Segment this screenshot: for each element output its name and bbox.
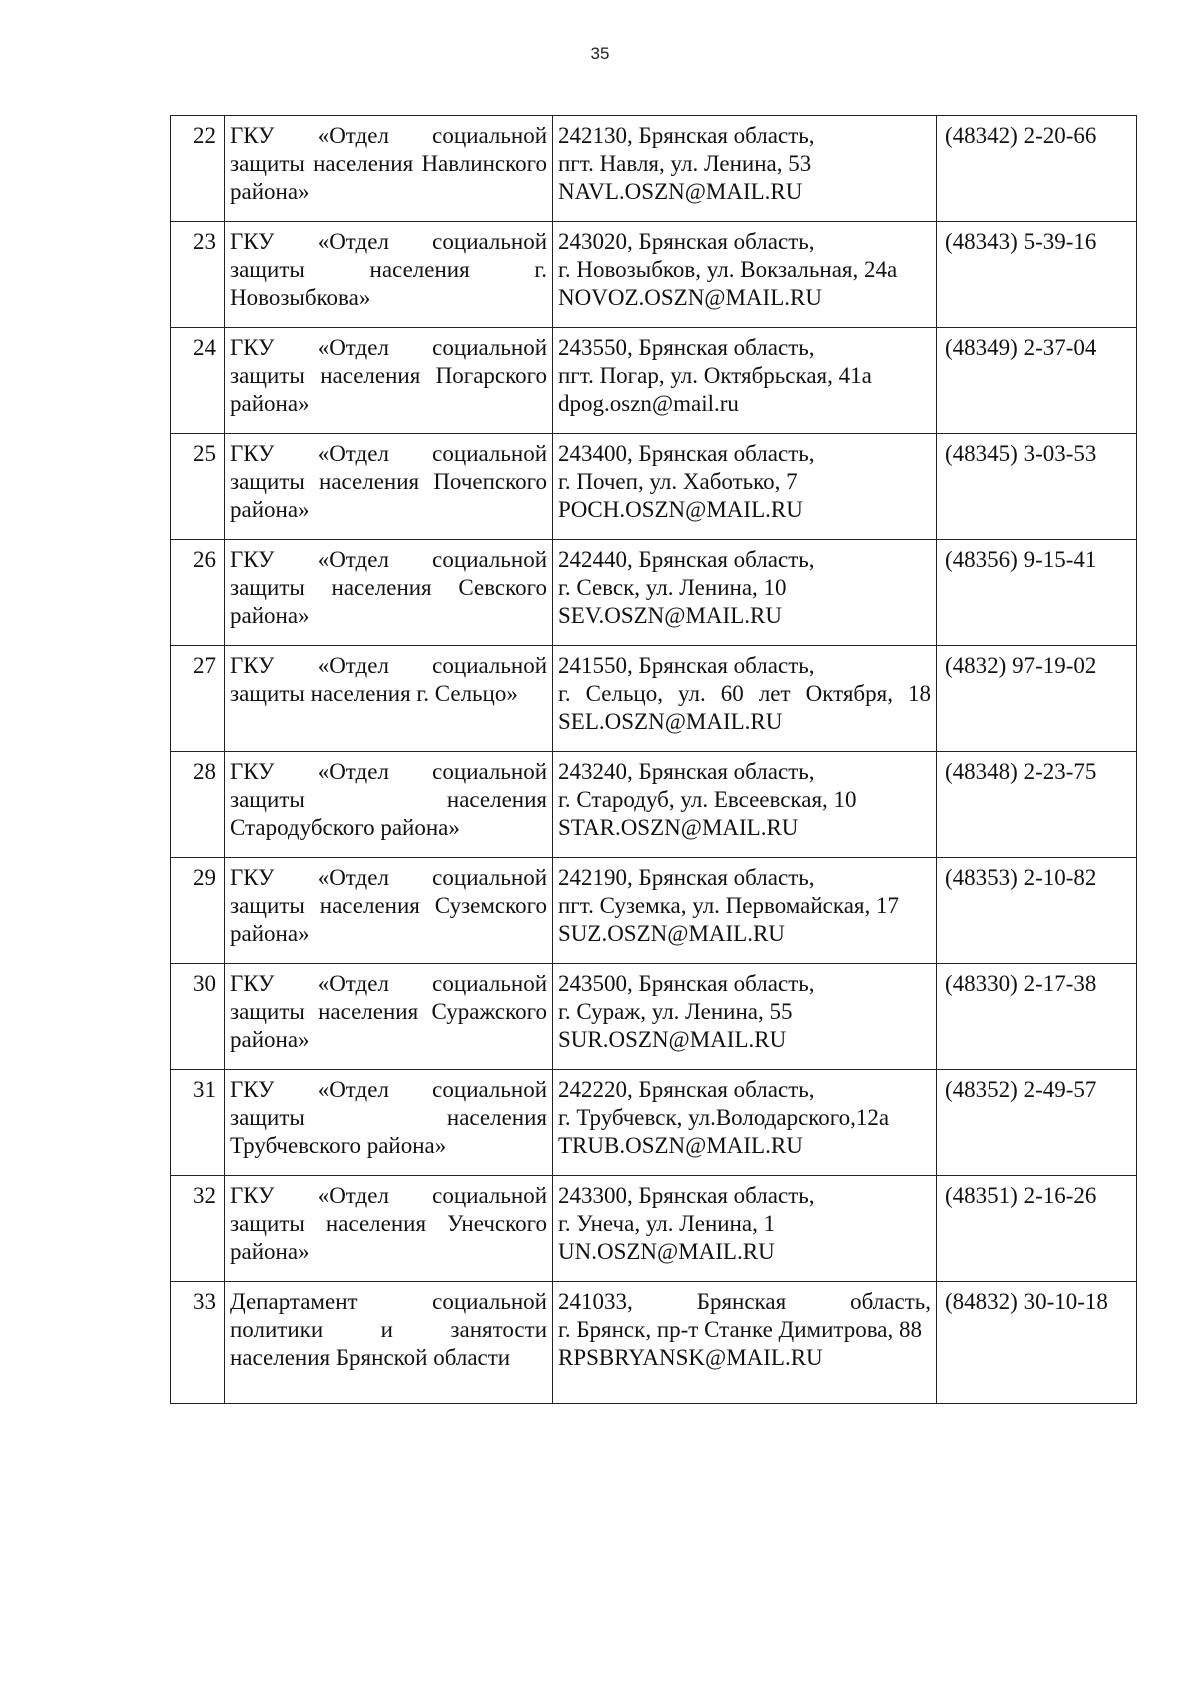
phone-number: (48343) 5-39-16 — [937, 222, 1137, 328]
table-row — [171, 1176, 1137, 1282]
address-cell — [553, 434, 937, 540]
email-address: SEL.OSZN@MAIL.RU — [558, 709, 783, 734]
email-address: SUR.OSZN@MAIL.RU — [558, 1027, 787, 1052]
row-number: 30 — [171, 964, 225, 1070]
table-row — [171, 752, 1137, 858]
street-address: г. Унеча, ул. Ленина, 1 — [558, 1211, 776, 1236]
table-row — [171, 646, 1137, 752]
organization-name: ГКУ «Отдел социальной защиты населения Почепского района» — [225, 434, 553, 540]
table-row — [171, 328, 1137, 434]
email-address: NAVL.OSZN@MAIL.RU — [558, 179, 803, 204]
postal-address: 243550, Брянская область, — [558, 335, 815, 360]
table-row — [171, 1282, 1137, 1404]
email-address: NOVOZ.OSZN@MAIL.RU — [558, 285, 822, 310]
email-address: SEV.OSZN@MAIL.RU — [558, 603, 782, 628]
postal-address: 243500, Брянская область, — [558, 971, 815, 996]
address-cell — [553, 646, 937, 752]
row-number: 29 — [171, 858, 225, 964]
email-address: UN.OSZN@MAIL.RU — [558, 1239, 775, 1264]
organization-name: ГКУ «Отдел социальной защиты населения Стародубского района» — [225, 752, 553, 858]
organization-name: ГКУ «Отдел социальной защиты населения г. Новозыбкова» — [225, 222, 553, 328]
street-address: г. Стародуб, ул. Евсеевская, 10 — [558, 787, 857, 812]
phone-number: (48356) 9-15-41 — [937, 540, 1137, 646]
street-address: г. Брянск, пр-т Станке Димитрова, 88 — [558, 1317, 922, 1342]
row-number: 22 — [171, 116, 225, 222]
postal-address: 243020, Брянская область, — [558, 229, 815, 254]
organization-name: ГКУ «Отдел социальной защиты населения Суземского района» — [225, 858, 553, 964]
row-number: 33 — [171, 1282, 225, 1404]
address-cell — [553, 964, 937, 1070]
street-address: г. Сураж, ул. Ленина, 55 — [558, 999, 793, 1024]
table-row — [171, 858, 1137, 964]
organization-name: ГКУ «Отдел социальной защиты населения г. Сельцо» — [225, 646, 553, 752]
street-address: г. Сельцо, ул. 60 лет Октября, 18 — [558, 681, 931, 706]
phone-number: (4832) 97-19-02 — [937, 646, 1137, 752]
street-address: г. Новозыбков, ул. Вокзальная, 24а — [558, 257, 898, 282]
row-number: 23 — [171, 222, 225, 328]
postal-address: 241550, Брянская область, — [558, 653, 815, 678]
street-address: г. Почеп, ул. Хаботько, 7 — [558, 469, 798, 494]
table-row — [171, 434, 1137, 540]
email-address: dpog.oszn@mail.ru — [558, 391, 739, 416]
address-cell — [553, 1176, 937, 1282]
phone-number: (48352) 2-49-57 — [937, 1070, 1137, 1176]
address-cell — [553, 1070, 937, 1176]
organization-name: ГКУ «Отдел социальной защиты населения Погарского района» — [225, 328, 553, 434]
postal-address: 242440, Брянская область, — [558, 547, 815, 572]
postal-address: 243400, Брянская область, — [558, 441, 815, 466]
organization-name: ГКУ «Отдел социальной защиты населения Унечского района» — [225, 1176, 553, 1282]
address-cell — [553, 328, 937, 434]
email-address: RPSBRYANSK@MAIL.RU — [558, 1345, 823, 1370]
address-cell — [553, 1282, 937, 1404]
row-number: 27 — [171, 646, 225, 752]
email-address: POCH.OSZN@MAIL.RU — [558, 497, 803, 522]
postal-address: 242220, Брянская область, — [558, 1077, 815, 1102]
phone-number: (48345) 3-03-53 — [937, 434, 1137, 540]
email-address: TRUB.OSZN@MAIL.RU — [558, 1133, 803, 1158]
address-cell — [553, 858, 937, 964]
organizations-table — [170, 115, 1137, 1404]
organization-name: ГКУ «Отдел социальной защиты населения Севского района» — [225, 540, 553, 646]
organization-name: ГКУ «Отдел социальной защиты населения Суражского района» — [225, 964, 553, 1070]
postal-address: 242130, Брянская область, — [558, 123, 815, 148]
row-number: 26 — [171, 540, 225, 646]
email-address: SUZ.OSZN@MAIL.RU — [558, 921, 785, 946]
street-address: г. Севск, ул. Ленина, 10 — [558, 575, 787, 600]
street-address: пгт. Навля, ул. Ленина, 53 — [558, 151, 812, 176]
organization-name: ГКУ «Отдел социальной защиты населения Трубчевского района» — [225, 1070, 553, 1176]
row-number: 28 — [171, 752, 225, 858]
address-cell — [553, 116, 937, 222]
phone-number: (48330) 2-17-38 — [937, 964, 1137, 1070]
phone-number: (48342) 2-20-66 — [937, 116, 1137, 222]
email-address: STAR.OSZN@MAIL.RU — [558, 815, 799, 840]
postal-address: 241033, Брянская область, — [558, 1289, 931, 1314]
street-address: г. Трубчевск, ул.Володарского,12а — [558, 1105, 890, 1130]
phone-number: (48348) 2-23-75 — [937, 752, 1137, 858]
postal-address: 243240, Брянская область, — [558, 759, 815, 784]
phone-number: (84832) 30-10-18 — [937, 1282, 1137, 1404]
page-number: 35 — [590, 44, 610, 63]
phone-number: (48349) 2-37-04 — [937, 328, 1137, 434]
row-number: 25 — [171, 434, 225, 540]
row-number: 32 — [171, 1176, 225, 1282]
phone-number: (48351) 2-16-26 — [937, 1176, 1137, 1282]
table-row — [171, 116, 1137, 222]
address-cell — [553, 540, 937, 646]
organization-name: ГКУ «Отдел социальной защиты населения Навлинского района» — [225, 116, 553, 222]
table-row — [171, 964, 1137, 1070]
table-row — [171, 1070, 1137, 1176]
street-address: пгт. Погар, ул. Октябрьская, 41а — [558, 363, 872, 388]
postal-address: 242190, Брянская область, — [558, 865, 815, 890]
row-number: 24 — [171, 328, 225, 434]
organization-name: Департамент социальной политики и занятости населения Брянской области — [225, 1282, 553, 1404]
phone-number: (48353) 2-10-82 — [937, 858, 1137, 964]
row-number: 31 — [171, 1070, 225, 1176]
table-row — [171, 540, 1137, 646]
street-address: пгт. Суземка, ул. Первомайская, 17 — [558, 893, 900, 918]
address-cell — [553, 222, 937, 328]
address-cell — [553, 752, 937, 858]
table-row — [171, 222, 1137, 328]
postal-address: 243300, Брянская область, — [558, 1183, 815, 1208]
